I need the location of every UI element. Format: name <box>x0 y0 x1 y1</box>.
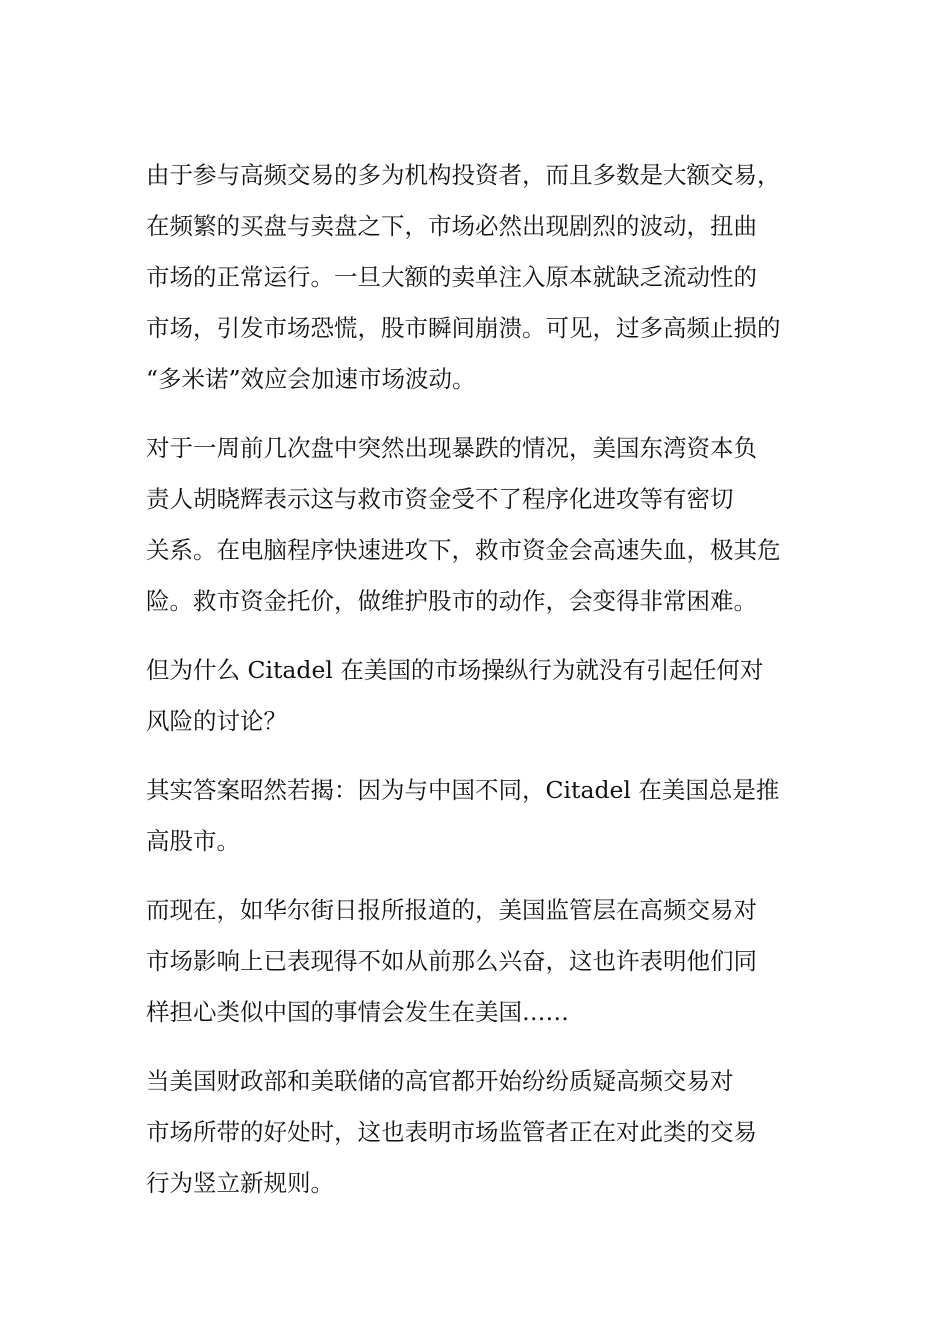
paragraph-line: 行为竖立新规则。 <box>146 1169 334 1197</box>
paragraph-line: 而现在，如华尔街日报所报道的，美国监管层在高频交易对 <box>146 896 757 924</box>
paragraph-line: 当美国财政部和美联储的高官都开始纷纷质疑高频交易对 <box>146 1067 734 1095</box>
paragraph-3 <box>146 645 826 747</box>
paragraph-line: 但为什么 Citadel 在美国的市场操纵行为就没有引起任何对 <box>146 656 764 684</box>
paragraph-2 <box>146 423 826 627</box>
paragraph-line: 责人胡晓辉表示这与救市资金受不了程序化进攻等有密切 <box>146 485 734 513</box>
paragraph-line: 险。救市资金托价，做维护股市的动作，会变得非常困难。 <box>146 587 757 615</box>
paragraph-line: 市场所带的好处时，这也表明市场监管者正在对此类的交易 <box>146 1118 757 1146</box>
paragraph-line: 市场影响上已表现得不如从前那么兴奋，这也许表明他们同 <box>146 947 757 975</box>
paragraph-line: 由于参与高频交易的多为机构投资者，而且多数是大额交易， <box>146 161 781 189</box>
paragraph-line: 其实答案昭然若揭：因为与中国不同，Citadel 在美国总是推 <box>146 776 780 804</box>
paragraph-line: 样担心类似中国的事情会发生在美国…… <box>146 998 569 1026</box>
paragraph-5 <box>146 885 826 1038</box>
paragraph-line: 在频繁的买盘与卖盘之下，市场必然出现剧烈的波动，扭曲 <box>146 212 757 240</box>
paragraph-4 <box>146 765 826 867</box>
paragraph-1 <box>146 150 826 405</box>
paragraph-line: 高股市。 <box>146 827 240 855</box>
paragraph-line: 风险的讨论？ <box>146 707 287 735</box>
paragraph-line: 关系。在电脑程序快速进攻下，救市资金会高速失血，极其危 <box>146 536 781 564</box>
paragraph-line: 市场的正常运行。一旦大额的卖单注入原本就缺乏流动性的 <box>146 263 757 291</box>
document-body <box>146 150 826 1227</box>
paragraph-line: “多米诺”效应会加速市场波动。 <box>146 365 476 393</box>
paragraph-line: 对于一周前几次盘中突然出现暴跌的情况，美国东湾资本负 <box>146 434 757 462</box>
paragraph-line: 市场，引发市场恐慌，股市瞬间崩溃。可见，过多高频止损的 <box>146 314 781 342</box>
paragraph-6 <box>146 1056 826 1209</box>
